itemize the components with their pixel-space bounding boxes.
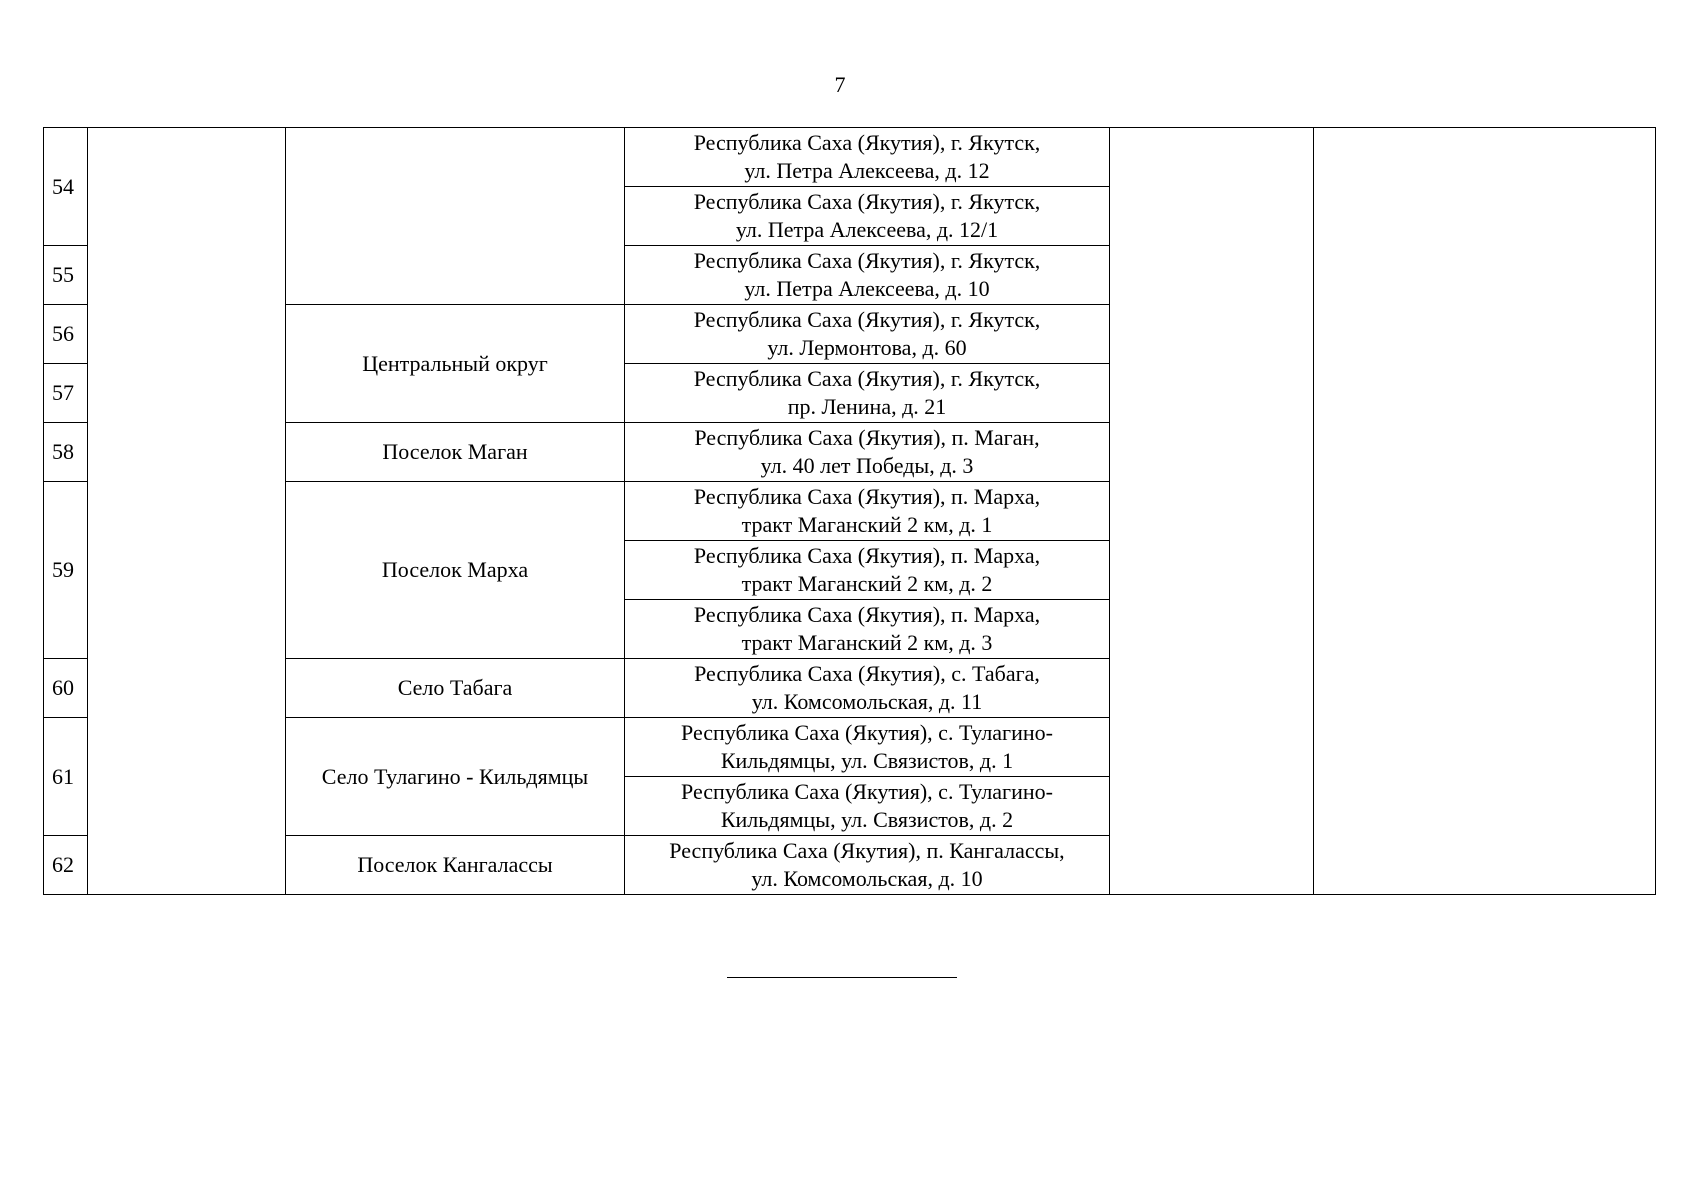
empty-column-cell	[1110, 128, 1314, 895]
address-line: тракт Маганский 2 км, д. 3	[741, 630, 993, 655]
address-cell	[625, 718, 1110, 777]
address-line: Республика Саха (Якутия), с. Тулагино-	[681, 720, 1053, 745]
address-line: пр. Ленина, д. 21	[787, 394, 947, 419]
row-number-cell: 59	[44, 482, 88, 659]
address-cell	[625, 423, 1110, 482]
address-cell	[625, 187, 1110, 246]
row-number-cell: 54	[44, 128, 88, 246]
address-line: тракт Маганский 2 км, д. 1	[741, 512, 993, 537]
address-line: Республика Саха (Якутия), п. Маган,	[694, 425, 1040, 450]
settlement-cell: Поселок Кангалассы	[286, 836, 625, 895]
address-line: тракт Маганский 2 км, д. 2	[741, 571, 993, 596]
settlement-cell: Поселок Марха	[286, 482, 625, 659]
address-cell	[625, 246, 1110, 305]
address-line: Республика Саха (Якутия), п. Марха,	[693, 484, 1041, 509]
address-cell	[625, 541, 1110, 600]
address-line: ул. Петра Алексеева, д. 10	[744, 276, 990, 301]
row-number-cell: 55	[44, 246, 88, 305]
address-line: Республика Саха (Якутия), с. Табага,	[694, 661, 1040, 686]
address-line: Республика Саха (Якутия), г. Якутск,	[693, 189, 1041, 214]
row-number-cell: 62	[44, 836, 88, 895]
address-line: Республика Саха (Якутия), г. Якутск,	[693, 366, 1041, 391]
address-line: Республика Саха (Якутия), п. Кангалассы,	[669, 838, 1065, 863]
settlement-cell: Село Табага	[286, 659, 625, 718]
row-number-cell: 61	[44, 718, 88, 836]
address-line: Республика Саха (Якутия), г. Якутск,	[693, 130, 1041, 155]
district-cell	[88, 128, 286, 895]
address-line: Республика Саха (Якутия), с. Тулагино-	[681, 779, 1053, 804]
row-number-cell: 60	[44, 659, 88, 718]
settlement-cell: Поселок Маган	[286, 423, 625, 482]
page-number: 7	[834, 72, 846, 97]
address-line: ул. Петра Алексеева, д. 12/1	[735, 217, 999, 242]
settlement-cell: Центральный округ	[286, 305, 625, 423]
address-line: Республика Саха (Якутия), г. Якутск,	[693, 307, 1041, 332]
closing-divider	[727, 977, 957, 978]
address-cell	[625, 600, 1110, 659]
address-cell	[625, 659, 1110, 718]
address-line: Кильдямцы, ул. Связистов, д. 1	[720, 748, 1014, 773]
address-line: Республика Саха (Якутия), г. Якутск,	[693, 248, 1041, 273]
address-line: ул. Комсомольская, д. 10	[751, 866, 983, 891]
address-cell	[625, 305, 1110, 364]
empty-column-cell	[1314, 128, 1656, 895]
address-line: ул. 40 лет Победы, д. 3	[760, 453, 974, 478]
row-number-cell: 58	[44, 423, 88, 482]
address-line: Республика Саха (Якутия), п. Марха,	[693, 543, 1041, 568]
row-number-cell: 57	[44, 364, 88, 423]
address-cell	[625, 836, 1110, 895]
settlement-cell	[286, 128, 625, 305]
address-line: Кильдямцы, ул. Связистов, д. 2	[720, 807, 1014, 832]
address-line: ул. Комсомольская, д. 11	[751, 689, 983, 714]
row-number-cell: 56	[44, 305, 88, 364]
address-cell	[625, 128, 1110, 187]
address-cell	[625, 482, 1110, 541]
settlement-cell: Село Тулагино - Кильдямцы	[286, 718, 625, 836]
polling-stations-table	[43, 127, 1656, 895]
address-cell	[625, 777, 1110, 836]
address-cell	[625, 364, 1110, 423]
table-row	[44, 128, 1656, 187]
address-line: ул. Лермонтова, д. 60	[767, 335, 967, 360]
address-line: Республика Саха (Якутия), п. Марха,	[693, 602, 1041, 627]
address-line: ул. Петра Алексеева, д. 12	[744, 158, 990, 183]
